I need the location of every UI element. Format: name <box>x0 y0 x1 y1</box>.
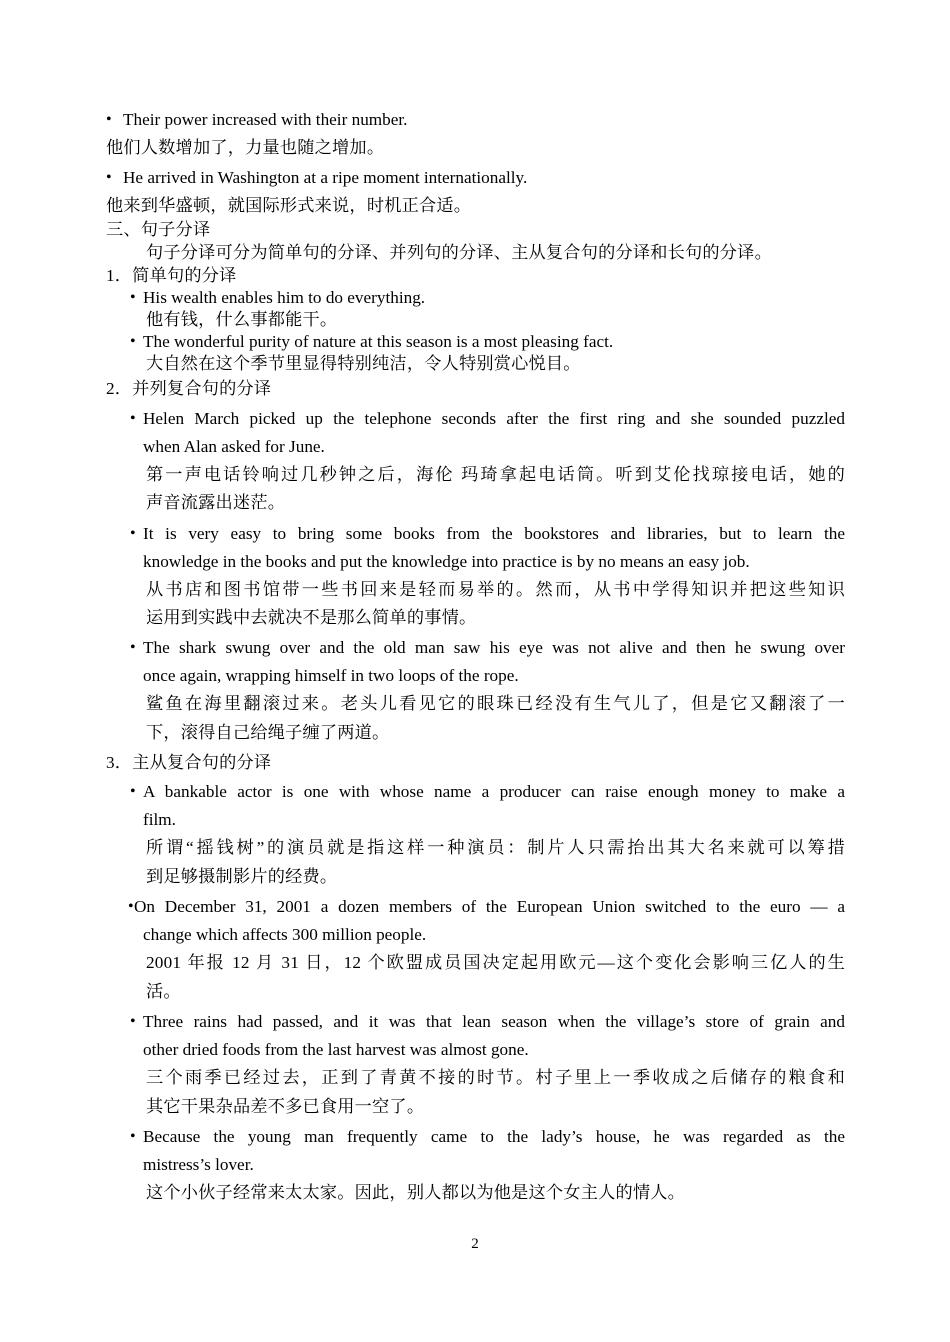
bullet-mark: • <box>106 169 112 186</box>
example-sentence-en-cont: film. <box>143 810 176 829</box>
subsection-heading: 2．并列复合句的分译 <box>106 379 272 398</box>
example-translation-cn: 三个雨季已经过去，正到了青黄不接的时节。村子里上一季收成之后储存的粮食和 <box>146 1068 845 1087</box>
example-sentence-en: Three rains had passed, and it was that lean season when the village’s store of grain and <box>143 1012 845 1031</box>
page-number: 2 <box>471 1236 479 1252</box>
example-sentence-en-cont: once again, wrapping himself in two loops of the rope. <box>143 666 519 685</box>
example-translation-cn-cont: 下，滚得自己给绳子缠了两道。 <box>146 723 390 742</box>
example-sentence-en: Because the young man frequently came to the lady’s house, he was regarded as the <box>143 1127 845 1146</box>
example-sentence-en: It is very easy to bring some books from the bookstores and libraries, but to learn the <box>143 524 845 543</box>
bullet-mark: • <box>130 783 136 800</box>
example-sentence-en: On December 31, 2001 a dozen members of the European Union switched to the euro — a <box>134 897 845 916</box>
example-translation-cn: 这个小伙子经常来太太家。因此，别人都以为他是这个女主人的情人。 <box>146 1183 686 1202</box>
example-translation-cn-cont: 其它干果杂品差不多已食用一空了。 <box>146 1097 425 1116</box>
example-sentence-en-cont: knowledge in the books and put the knowledge into practice is by no means an easy job. <box>143 552 750 571</box>
example-sentence-en: Their power increased with their number. <box>123 110 408 129</box>
example-sentence-en-cont: change which affects 300 million people. <box>143 925 427 944</box>
bullet-mark: • <box>106 111 112 128</box>
subsection-heading: 3．主从复合句的分译 <box>106 753 272 772</box>
example-translation-cn-cont: 声音流露出迷茫。 <box>146 493 286 512</box>
example-sentence-en-cont: when Alan asked for June. <box>143 437 325 456</box>
example-translation-cn: 他们人数增加了，力量也随之增加。 <box>106 138 385 157</box>
section-heading: 三、句子分译 <box>106 220 211 239</box>
example-translation-cn-cont: 到足够摄制影片的经费。 <box>146 867 338 886</box>
example-translation-cn: 他来到华盛顿，就国际形式来说，时机正合适。 <box>106 196 472 215</box>
example-translation-cn: 从书店和图书馆带一些书回来是轻而易举的。然而，从书中学得知识并把这些知识 <box>146 580 845 599</box>
example-translation-cn: 他有钱，什么事都能干。 <box>146 310 338 329</box>
example-sentence-en: He arrived in Washington at a ripe moment internationally. <box>123 168 528 187</box>
example-sentence-en: The shark swung over and the old man saw his eye was not alive and then he swung over <box>143 638 845 657</box>
example-sentence-en: The wonderful purity of nature at this season is a most pleasing fact. <box>143 332 614 351</box>
section-intro: 句子分译可分为简单句的分译、并列句的分译、主从复合句的分译和长句的分译。 <box>146 243 772 262</box>
example-translation-cn: 所谓“摇钱树”的演员就是指这样一种演员：制片人只需抬出其大名来就可以筹措 <box>146 838 845 857</box>
example-translation-cn-cont: 活。 <box>146 982 181 1001</box>
example-sentence-en: Helen March picked up the telephone seconds after the first ring and she sounded puzzled <box>143 409 845 428</box>
bullet-mark: • <box>130 1128 136 1145</box>
bullet-mark: • <box>130 289 136 306</box>
bullet-mark: • <box>130 639 136 656</box>
bullet-mark: • <box>130 410 136 427</box>
example-sentence-en: His wealth enables him to do everything. <box>143 288 426 307</box>
example-translation-cn: 2001 年报 12 月 31 日，12 个欧盟成员国决定起用欧元—这个变化会影响三亿人的生 <box>146 953 845 972</box>
bullet-mark: • <box>130 333 136 350</box>
subsection-heading: 1．简单句的分译 <box>106 266 237 285</box>
example-translation-cn: 第一声电话铃响过几秒钟之后，海伦 玛琦拿起电话筒。听到艾伦找琼接电话，她的 <box>146 465 845 484</box>
example-sentence-en-cont: other dried foods from the last harvest was almost gone. <box>143 1040 529 1059</box>
example-translation-cn: 鲨鱼在海里翻滚过来。老头儿看见它的眼珠已经没有生气儿了，但是它又翻滚了一 <box>146 694 845 713</box>
bullet-mark: • <box>128 898 134 915</box>
bullet-mark: • <box>130 525 136 542</box>
example-sentence-en-cont: mistress’s lover. <box>143 1155 254 1174</box>
example-translation-cn-cont: 运用到实践中去就决不是那么简单的事情。 <box>146 608 477 627</box>
example-translation-cn: 大自然在这个季节里显得特别纯洁，令人特别赏心悦目。 <box>146 354 581 373</box>
bullet-mark: • <box>130 1013 136 1030</box>
example-sentence-en: A bankable actor is one with whose name a producer can raise enough money to make a <box>143 782 845 801</box>
